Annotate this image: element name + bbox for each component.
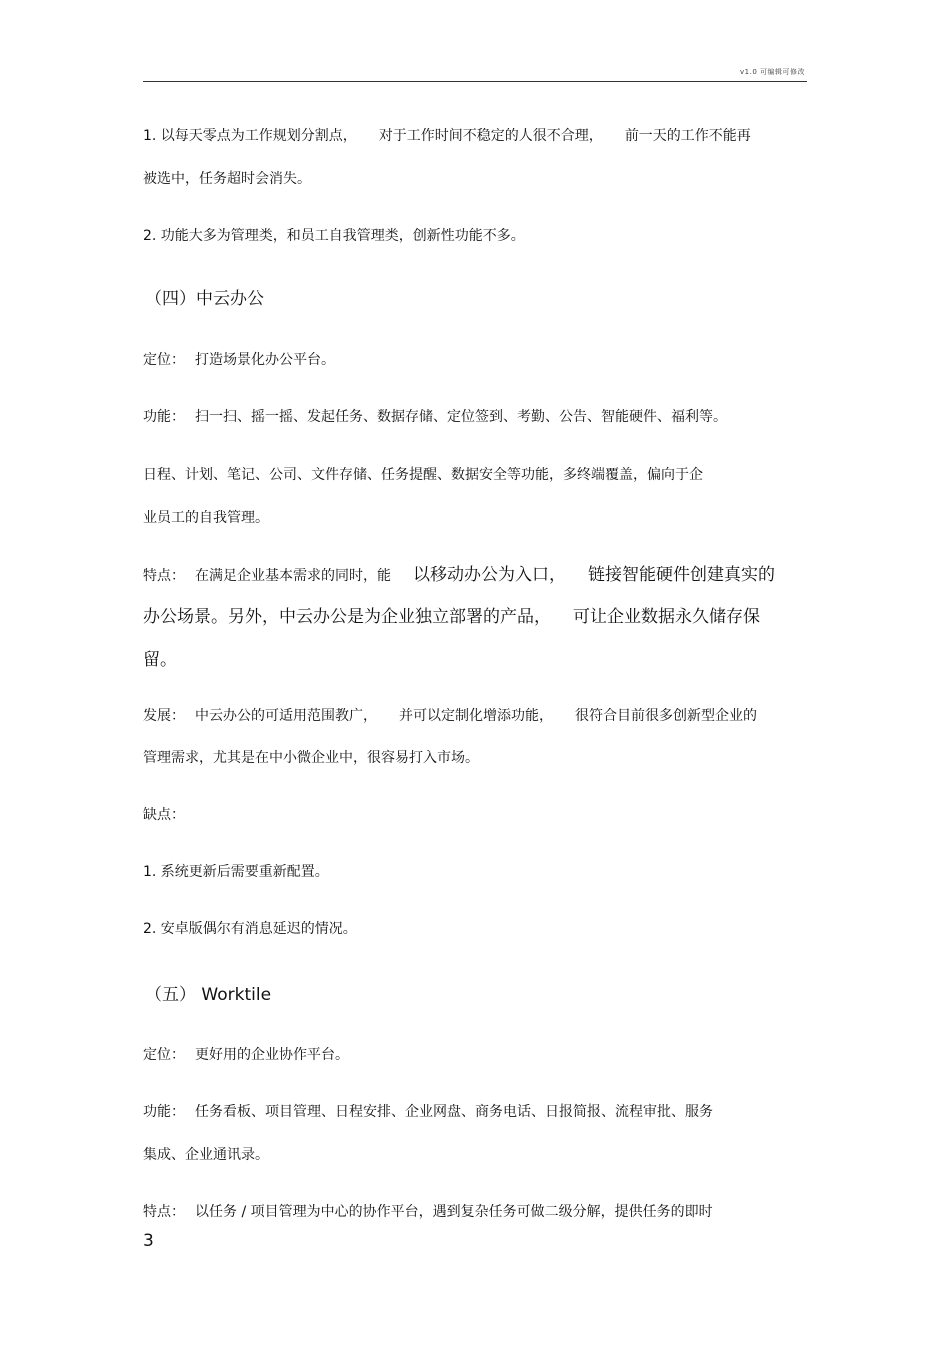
paragraph-line	[143, 1203, 713, 1221]
paragraph-line	[143, 408, 727, 426]
field-label: 发展：	[143, 708, 185, 724]
paragraph-line	[143, 1046, 349, 1064]
field-value: 中云办公的可适用范围教广，	[195, 708, 377, 724]
page-number: 3	[143, 1231, 154, 1251]
field-label: 特点：	[143, 568, 185, 584]
paragraph-line	[143, 707, 757, 725]
text-fragment: 办公场景。另外，中云办公是为企业独立部署的产品，	[143, 607, 551, 627]
field-value: 扫一扫、摇一摇、发起任务、数据存储、定位签到、考勤、公告、智能硬件、福利等。	[195, 409, 727, 425]
field-label: 功能：	[143, 1104, 185, 1120]
paragraph-line	[143, 606, 760, 628]
paragraph-line: 日程、计划、笔记、公司、文件存储、任务提醒、数据安全等功能，多终端覆盖，偏向于企	[143, 467, 703, 483]
paragraph-line	[143, 351, 335, 369]
field-label: 特点：	[143, 1204, 185, 1220]
paragraph-line	[143, 566, 775, 585]
field-value: 在满足企业基本需求的同时，能	[195, 568, 391, 584]
paragraph-line: 缺点：	[143, 807, 185, 823]
paragraph-line: 2. 功能大多为管理类，和员工自我管理类，创新性功能不多。	[143, 228, 525, 244]
text-fragment: 1. 以每天零点为工作规划分割点，	[143, 128, 357, 144]
field-label: 功能：	[143, 409, 185, 425]
field-value: 更好用的企业协作平台。	[195, 1047, 349, 1063]
section-heading-worktile: （五） Worktile	[145, 985, 272, 1005]
field-value: 打造场景化办公平台。	[195, 352, 335, 368]
text-fragment: 以移动办公为入口，	[413, 565, 566, 585]
list-item: 1. 系统更新后需要重新配置。	[143, 864, 329, 880]
text-fragment: 很符合目前很多创新型企业的	[575, 708, 757, 724]
field-value: 任务看板、项目管理、日程安排、企业网盘、商务电话、日报简报、流程审批、服务	[195, 1104, 713, 1120]
paragraph-line	[143, 1103, 713, 1121]
paragraph-line: 留。	[143, 650, 177, 670]
section-heading-zhongyun: （四）中云办公	[145, 289, 264, 309]
field-value: 以任务 / 项目管理为中心的协作平台，遇到复杂任务可做二级分解，提供任务的即时	[195, 1204, 713, 1220]
field-label: 定位：	[143, 352, 185, 368]
list-item: 2. 安卓版偶尔有消息延迟的情况。	[143, 921, 357, 937]
header-divider	[143, 81, 807, 82]
paragraph-line: 业员工的自我管理。	[143, 510, 269, 526]
field-label: 定位：	[143, 1047, 185, 1063]
text-fragment: 前一天的工作不能再	[624, 128, 751, 144]
text-fragment: 链接智能硬件创建真实的	[588, 565, 775, 585]
header-version-note: v1.0 可编辑可修改	[740, 68, 805, 76]
text-fragment: 可让企业数据永久储存保	[573, 607, 760, 627]
text-fragment: 对于工作时间不稳定的人很不合理，	[378, 128, 603, 144]
text-fragment: 并可以定制化增添功能，	[399, 708, 553, 724]
paragraph-line: 管理需求，尤其是在中小微企业中，很容易打入市场。	[143, 750, 479, 766]
paragraph-line: 集成、企业通讯录。	[143, 1147, 269, 1163]
paragraph-line	[143, 127, 751, 145]
paragraph-line: 被选中，任务超时会消失。	[143, 171, 311, 187]
